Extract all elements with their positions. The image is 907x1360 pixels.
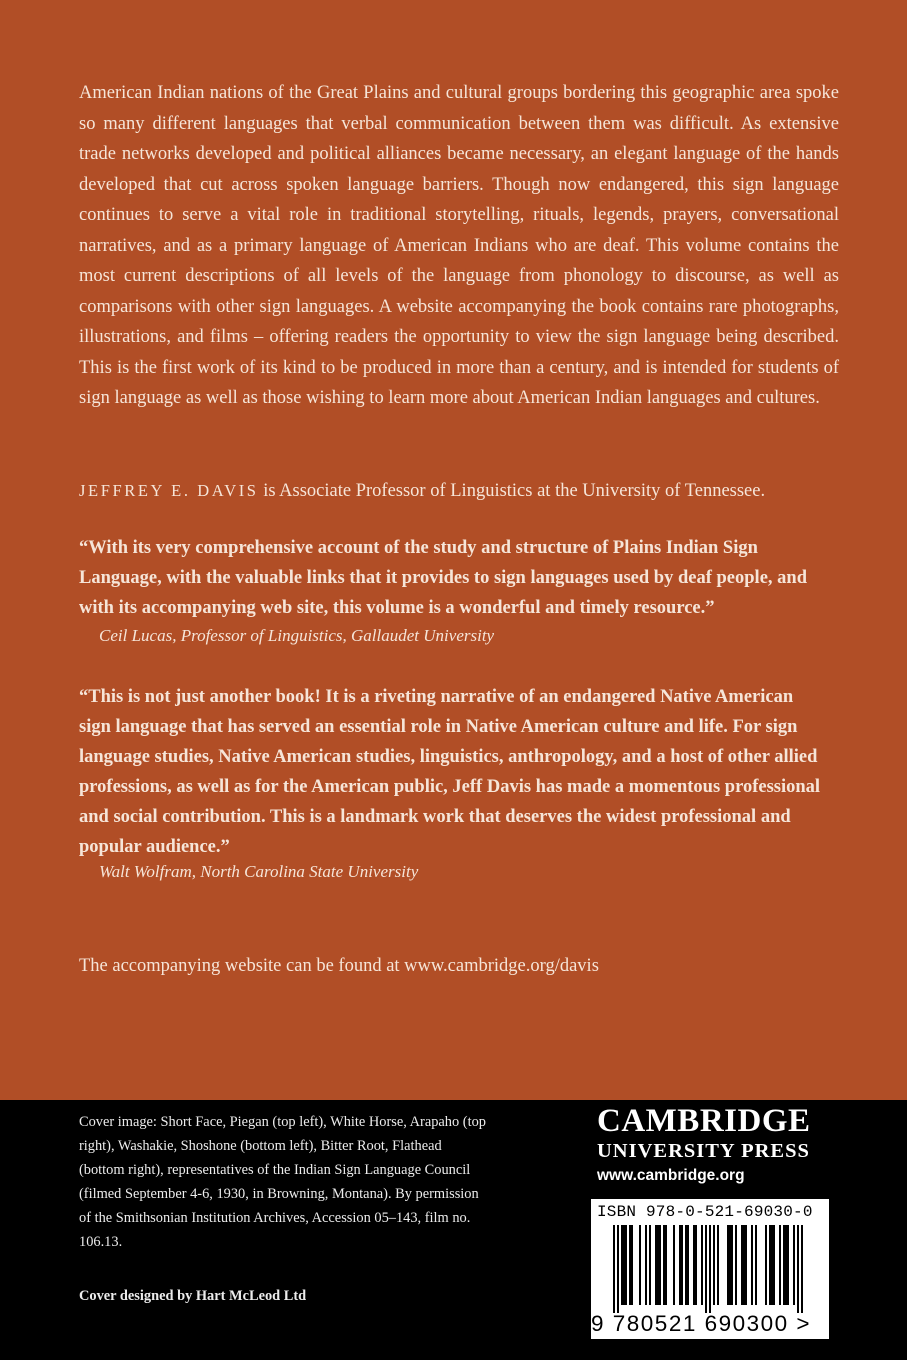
barcode-bar bbox=[649, 1225, 651, 1305]
author-bio bbox=[79, 477, 839, 505]
barcode bbox=[591, 1199, 829, 1339]
publisher-name: CAMBRIDGE bbox=[597, 1103, 811, 1139]
barcode-bar bbox=[773, 1225, 775, 1305]
barcode-bar bbox=[657, 1225, 659, 1305]
barcode-bar bbox=[727, 1225, 729, 1305]
barcode-bar bbox=[629, 1225, 631, 1305]
cover-designer-credit: Cover designed by Hart McLeod Ltd bbox=[79, 1288, 307, 1304]
barcode-bar bbox=[797, 1225, 799, 1313]
barcode-bar bbox=[639, 1225, 641, 1305]
endorsement-quote-1: “With its very comprehensive account of the study and structure of Plains Indian Sign Language, with the valuable links that it provides to sign languages used by deaf people, and with its accompanying web site, this volume is a wonderful and timely resource.” bbox=[79, 538, 807, 618]
barcode-bar bbox=[785, 1225, 787, 1305]
barcode-bar bbox=[705, 1225, 707, 1313]
cover-image-credit: Cover image: Short Face, Piegan (top left), White Horse, Arapaho (top right), Washakie, Shoshone (bottom left), Bitter Root, Flathead (bottom right), representatives of the Indian Sign Language Council (filmed September 4-6, 1930, in Browning, Montana). By permission of the Smithsonian Institution Archives, Accession 05–143, film no. 106.13. bbox=[79, 1114, 486, 1251]
barcode-bar bbox=[771, 1225, 773, 1305]
barcode-bar bbox=[631, 1225, 633, 1305]
barcode-bar bbox=[663, 1225, 665, 1305]
publisher-url: www.cambridge.org bbox=[597, 1167, 745, 1184]
barcode-bar bbox=[709, 1225, 711, 1313]
author-name: JEFFREY E. DAVIS bbox=[79, 481, 259, 500]
barcode-bar bbox=[713, 1225, 715, 1305]
barcode-digits: 9 780521 690300 > bbox=[591, 1311, 812, 1336]
barcode-bar bbox=[693, 1225, 695, 1305]
website-note: The accompanying website can be found at www.cambridge.org/davis bbox=[79, 956, 599, 976]
endorsement-quote-2: “This is not just another book! It is a riveting narrative of an endangered Native American sign language that has served an essential role in Native American culture and life. For sign language studies, Native American studies, linguistics, anthropology, and a host of other allied professions, as well as for the American public, Jeff Davis has made a momentous professional and social contribution. This is a landmark work that deserves the widest professional and popular audience.” bbox=[79, 687, 821, 857]
barcode-bar bbox=[659, 1225, 661, 1305]
barcode-bar bbox=[623, 1225, 625, 1305]
endorsement-attribution-1: Ceil Lucas, Professor of Linguistics, Gallaudet University bbox=[99, 626, 495, 645]
barcode-bar bbox=[679, 1225, 681, 1305]
barcode-bar bbox=[741, 1225, 743, 1305]
barcode-bar bbox=[787, 1225, 789, 1305]
back-cover-footer bbox=[0, 1100, 907, 1360]
barcode-bar bbox=[673, 1225, 675, 1305]
barcode-bar bbox=[779, 1225, 781, 1305]
barcode-bar bbox=[625, 1225, 627, 1305]
barcode-bar bbox=[717, 1225, 719, 1305]
barcode-bar bbox=[769, 1225, 771, 1305]
barcode-bar bbox=[645, 1225, 647, 1305]
barcode-bar bbox=[621, 1225, 623, 1305]
barcode-bar bbox=[745, 1225, 747, 1305]
barcode-bar bbox=[617, 1225, 619, 1313]
endorsement-attribution-2: Walt Wolfram, North Carolina State University bbox=[99, 862, 419, 881]
barcode-bar bbox=[687, 1225, 689, 1305]
barcode-bar bbox=[681, 1225, 683, 1305]
barcode-bar bbox=[751, 1225, 753, 1305]
barcode-bar bbox=[801, 1225, 803, 1313]
barcode-bar bbox=[701, 1225, 703, 1305]
barcode-bar bbox=[613, 1225, 615, 1313]
barcode-bar bbox=[655, 1225, 657, 1305]
barcode-bar bbox=[765, 1225, 767, 1305]
barcode-bar bbox=[665, 1225, 667, 1305]
barcode-bar bbox=[731, 1225, 733, 1305]
barcode-bar bbox=[685, 1225, 687, 1305]
isbn-label: ISBN 978-0-521-69030-0 bbox=[597, 1203, 813, 1221]
publisher-subname: UNIVERSITY PRESS bbox=[597, 1140, 810, 1162]
barcode-bar bbox=[755, 1225, 757, 1305]
barcode-bar bbox=[729, 1225, 731, 1305]
barcode-bar bbox=[695, 1225, 697, 1305]
barcode-bar bbox=[743, 1225, 745, 1305]
barcode-bar bbox=[793, 1225, 795, 1305]
barcode-bar bbox=[735, 1225, 737, 1305]
author-description: is Associate Professor of Linguistics at the University of Tennessee. bbox=[258, 481, 766, 501]
barcode-bars bbox=[591, 1225, 829, 1313]
barcode-bar bbox=[783, 1225, 785, 1305]
book-description: American Indian nations of the Great Plains and cultural groups bordering this geographic area spoke so many different languages that verbal communication between them was difficult. As extensive trade networks developed and political alliances became necessary, an elegant language of the hands developed that cut across spoken language barriers. Though now endangered, this sign language continues to serve a vital role in traditional storytelling, rituals, legends, prayers, conversational narratives, and as a primary language of American Indians who are deaf. This volume contains the most current descriptions of all levels of the language from phonology to discourse, as well as comparisons with other sign languages. A website accompanying the book contains rare photographs, illustrations, and films – offering readers the opportunity to view the sign language being described. This is the first work of its kind to be produced in more than a century, and is intended for students of sign language as well as those wishing to learn more about American Indian languages and cultures. bbox=[79, 83, 839, 408]
